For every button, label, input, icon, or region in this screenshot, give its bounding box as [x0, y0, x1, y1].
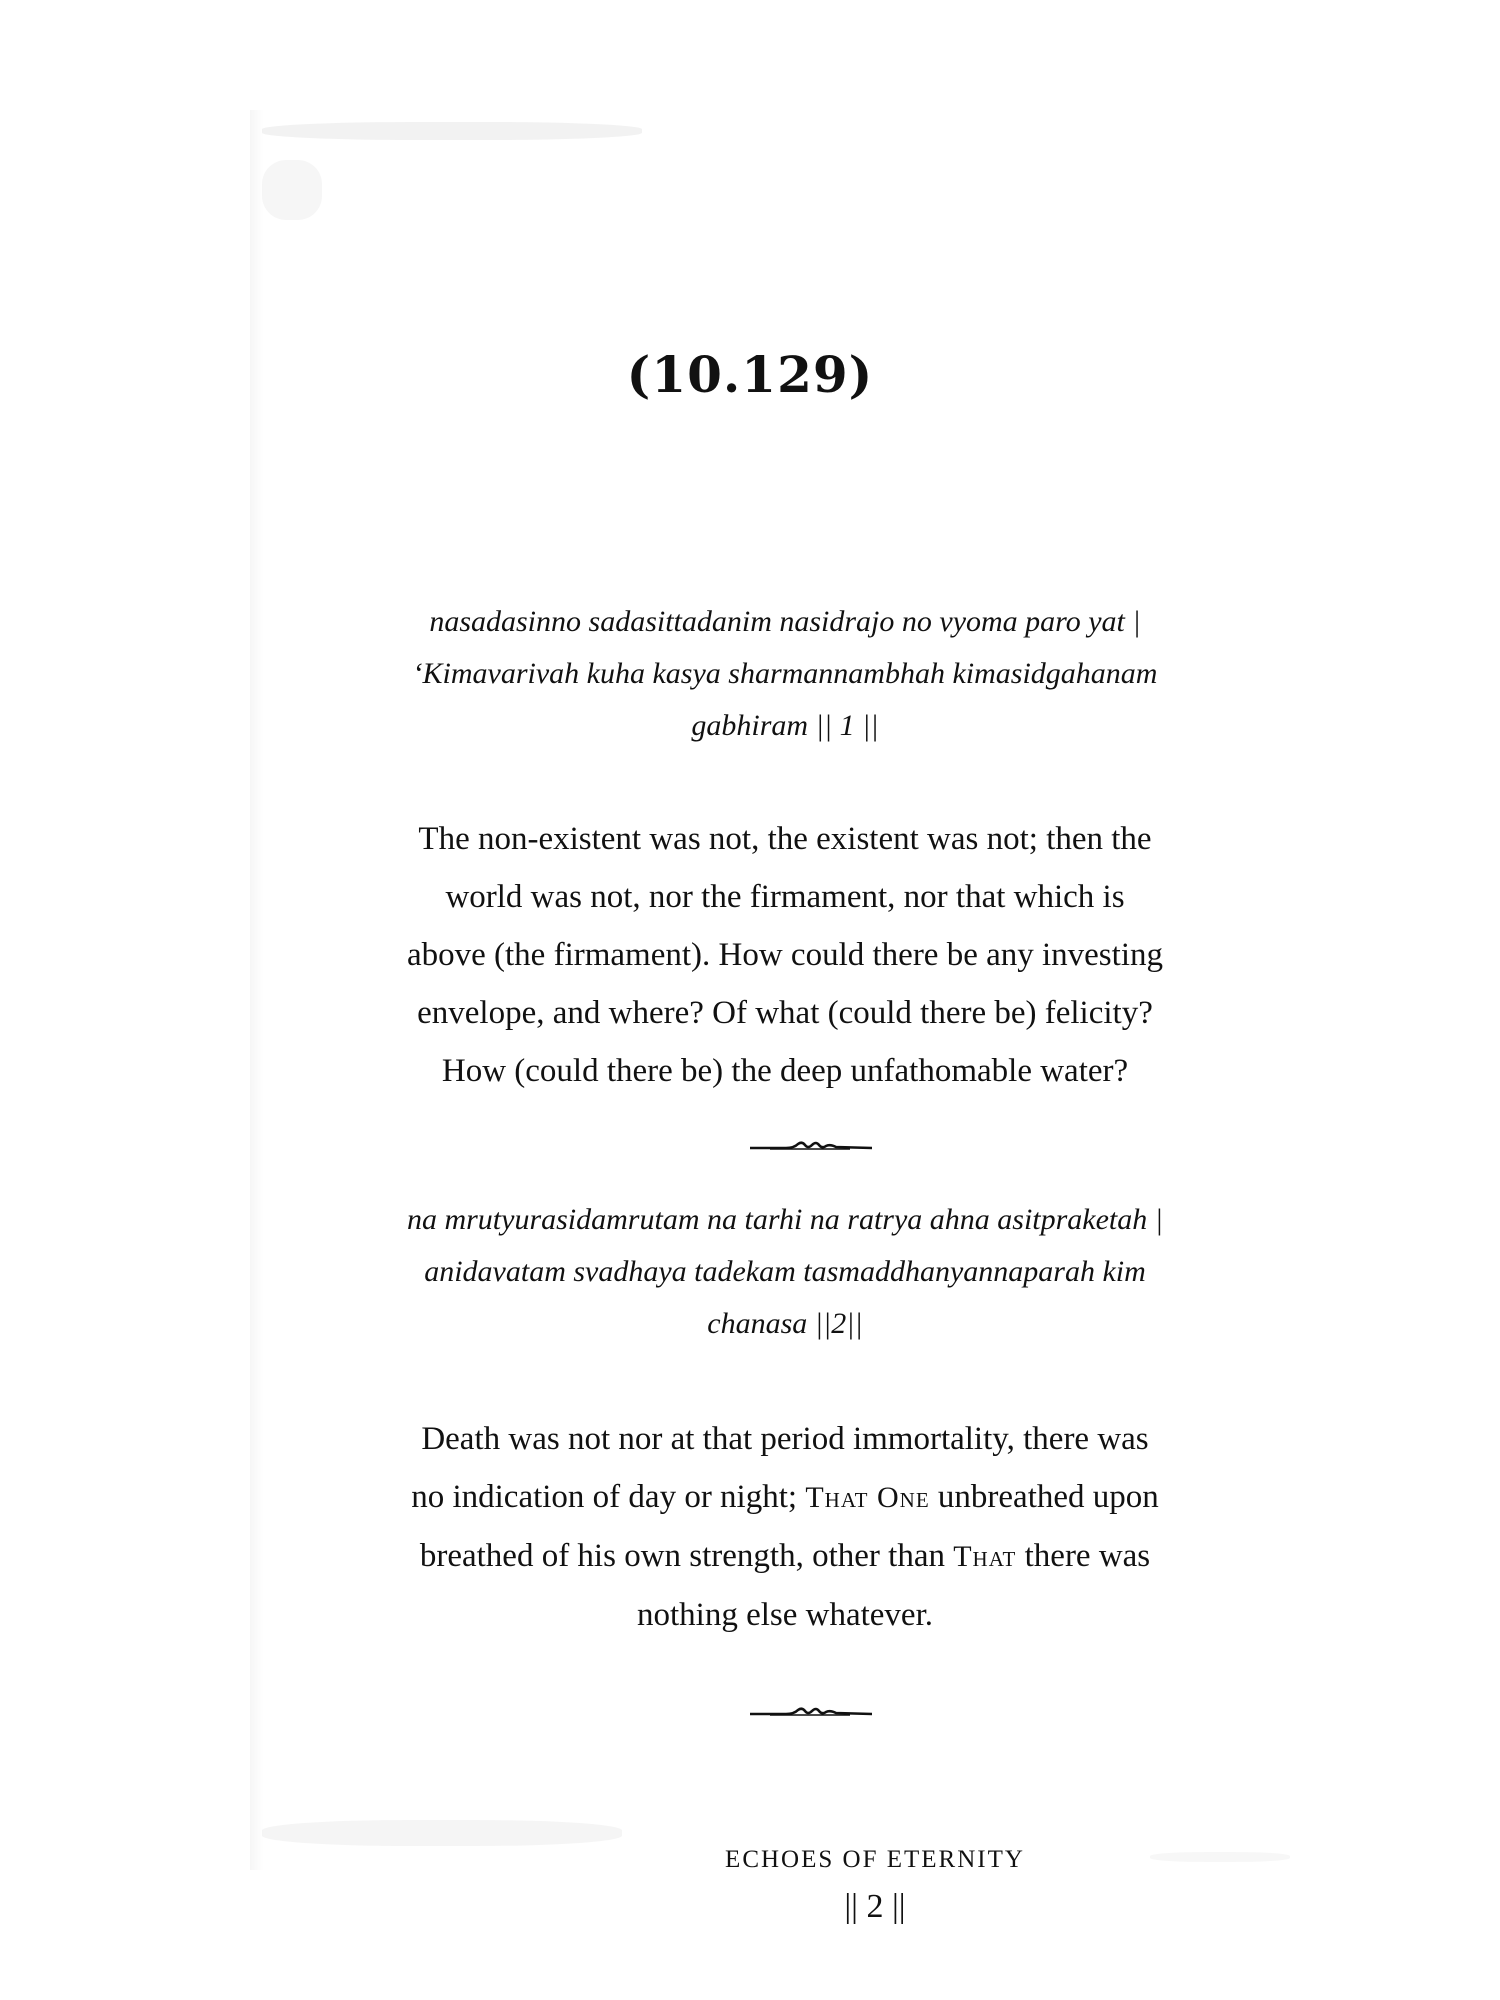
translation-text: above (the firmament). How could there be any investing [406, 937, 1163, 973]
transliteration-line: gabhiram || 1 || [691, 709, 879, 742]
translation-line [345, 868, 1225, 926]
translation-text: How (could there be) the deep unfathomable water? [441, 1053, 1129, 1089]
translation-text: envelope, and where? Of what (could there be) felicity? [417, 995, 1153, 1031]
small-caps-term: That One [805, 1481, 930, 1514]
translation-line [345, 984, 1225, 1042]
translation-line [345, 1042, 1225, 1100]
verse-2-transliteration [345, 1194, 1225, 1350]
translation-text: breathed of his own strength, other than [419, 1538, 954, 1574]
translation-text: no indication of day or night; [411, 1479, 806, 1515]
translation-line [345, 1586, 1225, 1644]
scan-smudge [1150, 1852, 1290, 1862]
verse-1-transliteration [345, 596, 1225, 752]
flourish-divider-ornament [750, 1138, 872, 1156]
translation-text: world was not, nor the firmament, nor that which is [445, 879, 1125, 915]
translation-line [345, 1410, 1225, 1468]
scan-smudge [262, 160, 322, 220]
flourish-divider-ornament [750, 1704, 872, 1722]
translation-text: The non-existent was not, the existent was not; then the [418, 821, 1152, 857]
translation-text: unbreathed upon [929, 1479, 1159, 1515]
translation-line [345, 926, 1225, 984]
page-number: || 2 || [844, 1888, 906, 1925]
verse-1-translation [345, 810, 1225, 1100]
verse-2-translation [345, 1410, 1225, 1644]
transliteration-line: anidavatam svadhaya tadekam tasmaddhanyannaparah kim [424, 1255, 1146, 1288]
translation-text: there was [1016, 1538, 1151, 1574]
transliteration-line: na mrutyurasidamrutam na tarhi na ratrya ahna asitpraketah | [406, 1203, 1164, 1236]
transliteration-line: chanasa ||2|| [707, 1307, 863, 1340]
translation-text: nothing else whatever. [636, 1597, 933, 1633]
scan-smudge [262, 122, 642, 140]
translation-line [345, 1468, 1225, 1527]
translation-text: Death was not nor at that period immortality, there was [421, 1421, 1149, 1457]
transliteration-line: ‘Kimavarivah kuha kasya sharmannambhah kimasidgahanam [412, 657, 1158, 690]
translation-line [345, 1527, 1225, 1586]
small-caps-term: That [953, 1540, 1017, 1573]
running-footer-book-title: ECHOES OF ETERNITY [725, 1846, 1025, 1873]
scan-smudge [262, 1820, 622, 1846]
transliteration-line: nasadasinno sadasittadanim nasidrajo no vyoma paro yat | [429, 605, 1141, 638]
translation-line [345, 810, 1225, 868]
hymn-number-heading: (10.129) [626, 345, 874, 404]
